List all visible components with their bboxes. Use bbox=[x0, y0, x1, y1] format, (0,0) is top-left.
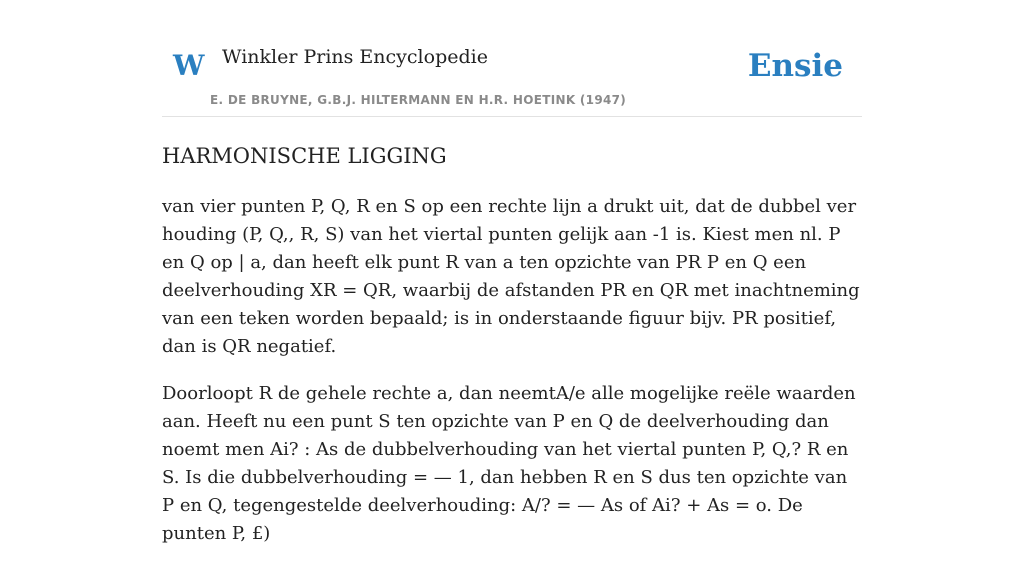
page bbox=[162, 0, 862, 567]
article-body bbox=[162, 193, 862, 548]
article-headword: HARMONISCHE LIGGING bbox=[162, 144, 447, 168]
article-paragraph: Doorloopt R de gehele rechte a, dan neemtA/e alle mogelijke reële waarden aan. Heeft nu een punt S ten opzichte van P en Q de deelverhouding dan noemt men Ai? : As de dubbelverhouding van het viertal punten P, Q,? R en S. Is die dubbelverhouding = — 1, dan hebben R en S dus ten opzichte van P en Q, tegengestelde deelverhouding: A/? = — As of Ai? + As = o. De punten P, £) bbox=[162, 383, 856, 545]
site-logo[interactable]: W bbox=[173, 49, 205, 82]
article-paragraph: van vier punten P, Q, R en S op een rechte lijn a drukt uit, dat de dubbel ver houding (P, Q,, R, S) van het viertal punten gelijk aan -1 is. Kiest men nl. P en Q op | a, dan heeft elk punt R van a ten opzichte van PR P en Q een deelverhouding XR = QR, waarbij de afstanden PR en QR met inachtneming van een teken worden bepaald; is in onderstaande figuur bijv. PR positief, dan is QR negatief. bbox=[162, 196, 860, 358]
site-header bbox=[162, 0, 862, 117]
site-title[interactable]: Winkler Prins Encyclopedie bbox=[222, 46, 488, 68]
brand-logo[interactable]: Ensie bbox=[747, 48, 843, 84]
article bbox=[162, 143, 862, 548]
authors-line: E. DE BRUYNE, G.B.J. HILTERMANN EN H.R. HOETINK (1947) bbox=[210, 93, 627, 107]
